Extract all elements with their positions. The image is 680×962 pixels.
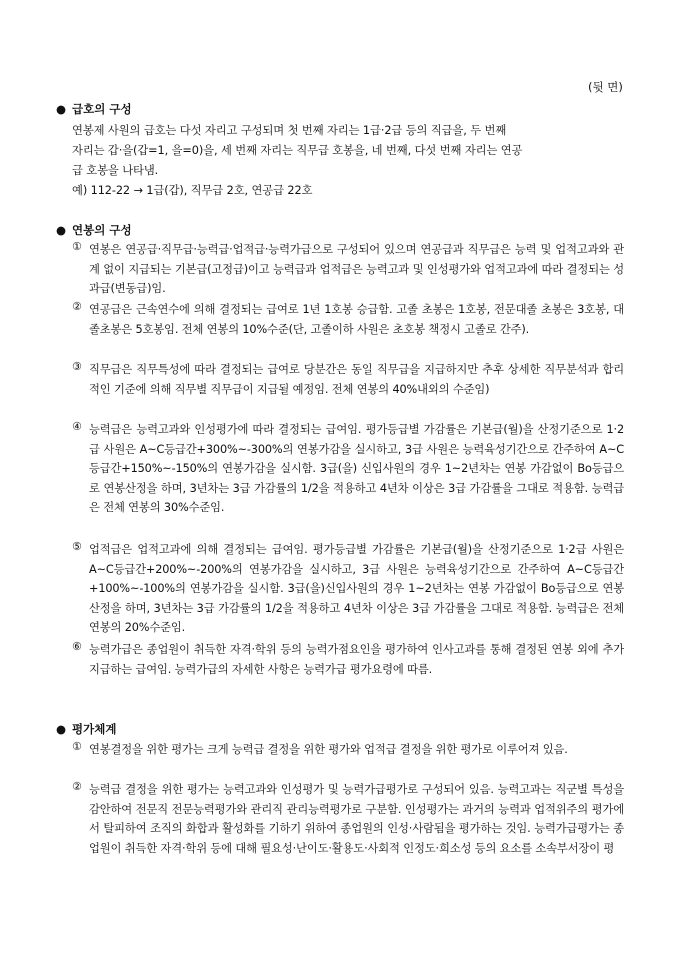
- bullet-icon: ●: [56, 722, 67, 736]
- section-title-grade-code: ● 급호의 구성: [56, 102, 132, 116]
- paragraph-line: 연봉제 사원의 급호는 다섯 자리고 구성되며 첫 번째 자리는 1급·2급 등의 직급을, 두 번째: [72, 124, 507, 137]
- item-text: 연봉은 연공급·직무급·능력급·업적급·능력가급으로 구성되어 있으며 연공급과 직무급은 능력 및 업적고과와 관계 없이 지급되는 기본급(고정급)이고 능력급과 업적급은 능력고과 및 인성평가와 업적고과에 따라 결정되는 성과급(변동급)임.: [89, 243, 624, 296]
- item-text: 능력급은 능력고과와 인성평가에 따라 결정되는 급여임. 평가등급별 가감률은 기본급(월)을 산정기준으로 1·2급 사원은 A~C등급간+300%~-300%의 연봉가감을 실시하고, 3급 사원은 능력육성기간으로 간주하여 A~C등급간+150%~-150%의 연봉가감을 실시함. 3급(을) 신입사원의 경우 1~2년차는 연봉 가감없이 Bo등급으로 연봉산정을 하며, 3년차는 3급 가감률의 1/2을 적용하고 4년차 이상은 3급 가감률을 그대로 적용함. 능력급은 전체 연봉의 30%수준임.: [89, 423, 624, 515]
- example-line: 예) 112-22 → 1급(갑), 직무급 2호, 연공급 22호: [72, 184, 313, 197]
- item-number: ①: [72, 740, 82, 753]
- item-text: 능력급 결정을 위한 평가는 능력고과와 인성평가 및 능력가급평가로 구성되어 있음. 능력고과는 직군별 특성을 감안하여 전문직 전문능력평가와 관리직 관리능력평가로 구분함. 인성평가는 과거의 능력과 업적위주의 평가에서 탈피하여 조직의 화합과 활성화를 기하기 위하여 종업원의 인성·사람됨을 평가하는 것임. 능력가급평가는 종업원이 취득한 자격·학위 등에 대해 필요성·난이도·활용도·사회적 인정도·희소성 등의 요소를 소속부서장이 평: [89, 783, 624, 855]
- item-number: ②: [72, 300, 82, 313]
- item-text: 직무급은 직무특성에 따라 결정되는 급여로 당분간은 동일 직무급을 지급하지만 추후 상세한 직무분석과 합리적인 기준에 의해 직무별 직무급이 지급될 예정임. 전체 연봉의 40%내외의 수준임): [89, 363, 624, 396]
- bullet-icon: ●: [56, 102, 67, 116]
- bullet-icon: ●: [56, 223, 67, 237]
- item-text: 연봉결정을 위한 평가는 크게 능력급 결정을 위한 평가와 업적급 결정을 위한 평가로 이루어져 있음.: [89, 743, 568, 756]
- section-title-evaluation-system: ● 평가체계: [56, 722, 117, 736]
- paragraph-line: 급 호봉을 나타냄.: [72, 164, 159, 177]
- item-number: ⑥: [72, 640, 82, 653]
- item-number: ④: [72, 420, 82, 433]
- paragraph-line: 자리는 갑·을(갑=1, 을=0)을, 세 번째 자리는 직무급 호봉을, 네 번째, 다섯 번째 자리는 연공: [72, 144, 523, 157]
- page-side-label: (뒷 면): [588, 80, 623, 94]
- item-number: ⑤: [72, 540, 82, 553]
- item-number: ②: [72, 780, 82, 793]
- section-title-salary-composition: ● 연봉의 구성: [56, 223, 132, 237]
- item-text: 능력가급은 종업원이 취득한 자격·학위 등의 능력가점요인을 평가하여 인사고과를 통해 결정된 연봉 외에 추가지급하는 급여임. 능력가급의 자세한 사항은 능력가급 평가요령에 따름.: [89, 643, 624, 676]
- item-text: 연공급은 근속연수에 의해 결정되는 급여로 1년 1호봉 승급함. 고졸 초봉은 1호봉, 전문대졸 초봉은 3호봉, 대졸초봉은 5호봉임. 전체 연봉의 10%수준(단, 고졸이하 사원은 초호봉 책정시 고졸로 간주).: [89, 303, 624, 336]
- item-text: 업적급은 업적고과에 의해 결정되는 급여임. 평가등급별 가감률은 기본급(월)을 산정기준으로 1·2급 사원은 A~C등급간+200%~-200%의 연봉가감을 실시하고, 3급 사원은 능력육성기간으로 간주하여 A~C등급간+100%~-100%의 연봉가감을 실시함. 3급(을)신입사원의 경우 1~2년차는 연봉 가감없이 Bo등급으로 연봉산정을 하며, 3년차는 3급 가감률의 1/2을 적용하고 4년차 이상은 3급 가감률을 그대로 적용함. 능력급은 전체 연봉의 20%수준임.: [89, 543, 624, 635]
- item-number: ①: [72, 240, 82, 253]
- item-number: ③: [72, 360, 82, 373]
